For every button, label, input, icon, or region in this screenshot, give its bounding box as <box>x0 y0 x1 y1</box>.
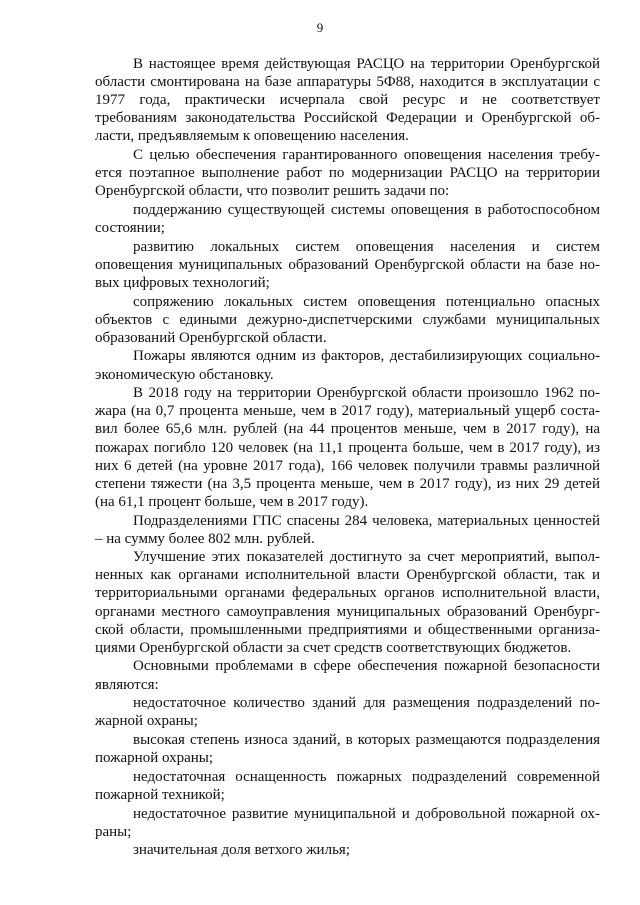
list-item-equipment: недостаточная оснащенность пожарных подразделений современной пожарной техникой; <box>95 768 600 803</box>
list-item-dilapidated-housing: значительная доля ветхого жилья; <box>133 842 350 859</box>
paragraph-rasco-modernization: С целью обеспечения гарантированного оповещения населения требуется поэтапное выполнение работ по модернизации РАСЦО на территории Оренбургской области, что позволит решить задачи по: <box>95 147 600 200</box>
list-item-buildings-shortage: недостаточное количество зданий для размещения подразделений пожарной охраны; <box>95 695 600 730</box>
paragraph-rescued: Подразделениями ГПС спасены 284 человека, материальных ценностей – на сумму более 802 млн. рублей. <box>95 512 600 547</box>
list-item-volunteer-brigades: недостаточное развитие муниципальной и добровольной пожарной охраны; <box>95 805 600 840</box>
paragraph-fires-factor: Пожары являются одним из факторов, дестабилизирующих социально-экономическую обстановку. <box>95 348 600 383</box>
paragraph-fire-statistics: В 2018 году на территории Оренбургской области произошло 1962 пожара (на 0,7 процента меньше, чем в 2017 году), материальный ущерб составил более 65,6 млн. рублей (на 44 процентов меньше, чем в 2017 году), на пожарах погибло 120 человек (на 11,1 процента больше, чем в 2017 году), из них 6 детей (на уровне 2017 года), 166 человек получили травмы различной степени тяжести (на 3,5 процента меньше, чем в 2017 году), из них 29 детей (на 61,1 процент больше, чем в 2017 году). <box>95 385 600 510</box>
list-item-local-systems: развитию локальных систем оповещения населения и систем оповещения муниципальных образований Оренбургской области на базе новых цифровых технологий; <box>95 238 600 291</box>
list-item-buildings-wear: высокая степень износа зданий, в которых размещаются подразделения пожарной охраны; <box>95 732 600 767</box>
list-item-interfacing: сопряжению локальных систем оповещения потенциально опасных объектов с едиными дежурно-диспетчерскими службами муниципальных образований Оренбургской области. <box>95 293 600 346</box>
list-item-maintenance: поддержанию существующей системы оповещения в работоспособном состоянии; <box>95 201 600 237</box>
paragraph-rasco-status: В настоящее время действующая РАСЦО на территории Оренбургской области смонтирована на базе аппаратуры 5Ф88, находится в эксплуатации с 1977 года, практически исчерпала свой ресурс и не соответствует требованиям законодательства Российской Федерации и Оренбургской области, предъявляемым к оповещению населения. <box>95 56 600 145</box>
document-body <box>95 55 600 860</box>
paragraph-main-problems: Основными проблемами в сфере обеспечения пожарной безопасности являются: <box>95 658 600 693</box>
page-number: 9 <box>316 20 324 35</box>
paragraph-improvement: Улучшение этих показателей достигнуто за счет мероприятий, выполненных как органами исполнительной власти Оренбургской области, так и территориальными органами федеральных органов исполнительной власти, органами местного самоуправления муниципальных образований Оренбургской области, промышленными предприятиями и общественными организациями Оренбургской области за счет средств соответствующих бюджетов. <box>95 549 600 656</box>
